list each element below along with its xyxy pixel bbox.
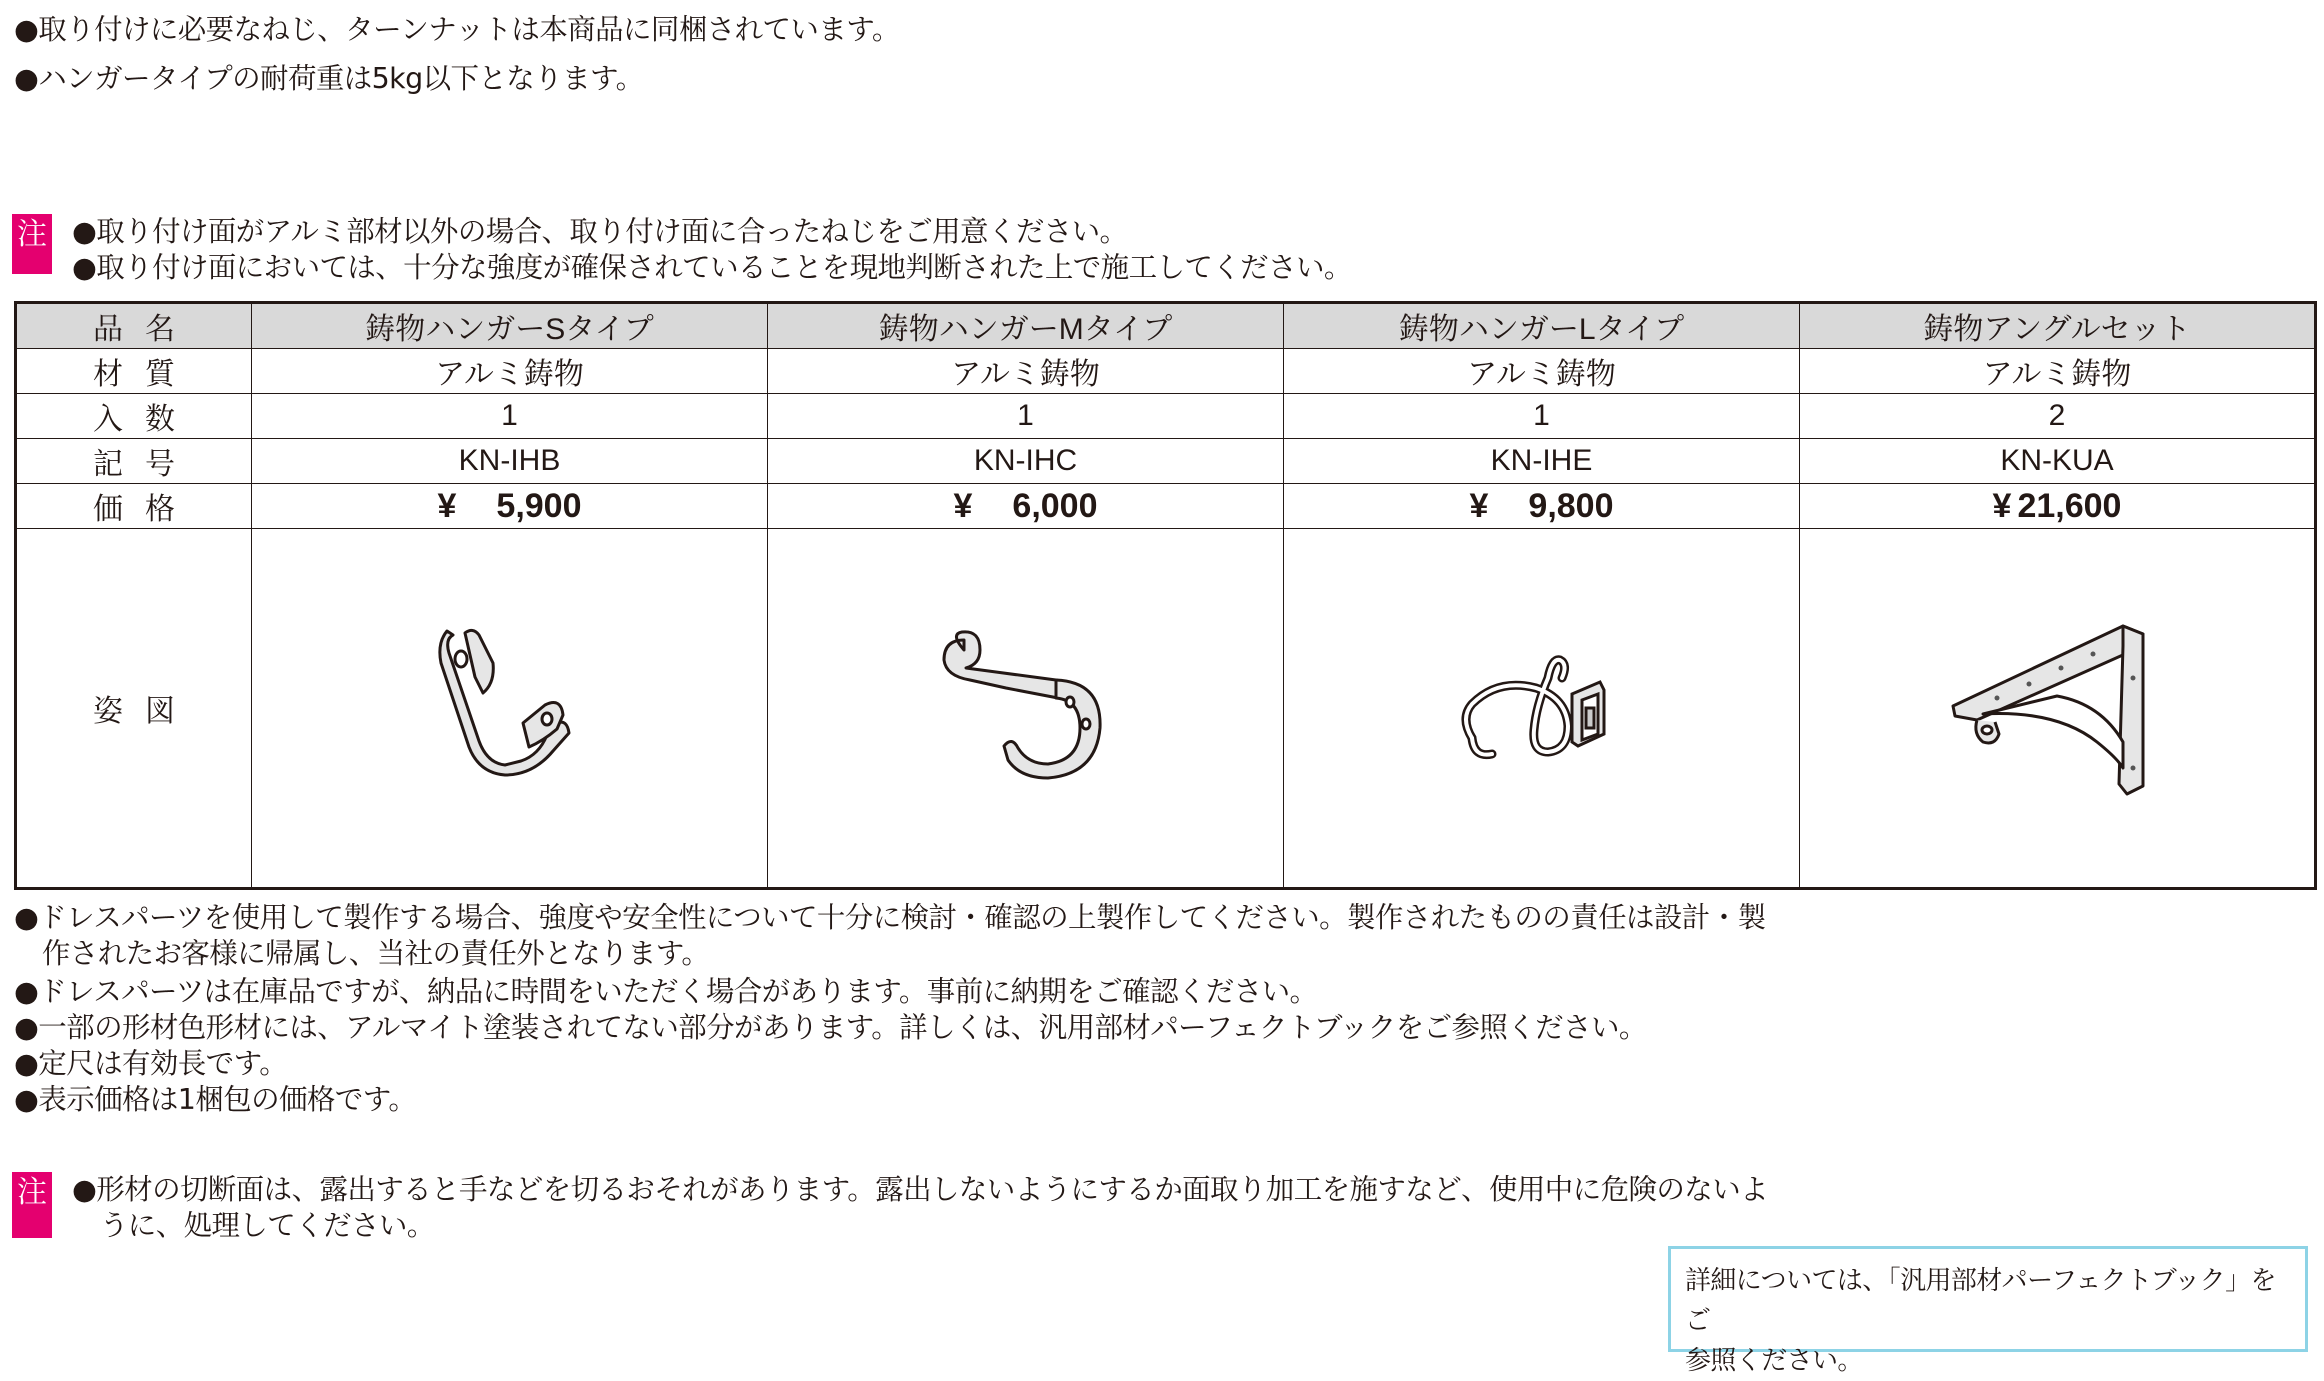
product-code: KN-KUA — [1800, 439, 2316, 484]
product-figure — [1800, 529, 2316, 889]
hanger-l-icon — [1452, 638, 1632, 778]
caution-badge: 注 — [12, 214, 52, 274]
row-label: 入数 — [16, 394, 252, 439]
product-qty: 1 — [768, 394, 1284, 439]
row-label: 姿図 — [16, 529, 252, 889]
product-figure — [768, 529, 1284, 889]
note-line: ●表示価格は1梱包の価格です。 — [14, 1083, 417, 1116]
price-value: 5,900 — [496, 486, 582, 525]
reference-text: 参照ください。 — [1685, 1346, 1863, 1376]
product-name: 鋳物ハンガーMタイプ — [768, 303, 1284, 349]
yen-symbol: ¥ — [953, 486, 973, 525]
row-label: 記号 — [16, 439, 252, 484]
product-material: アルミ鋳物 — [252, 349, 768, 394]
product-code: KN-IHE — [1284, 439, 1800, 484]
yen-symbol: ¥ — [1992, 486, 2012, 525]
note-line: ●ハンガータイプの耐荷重は5kg以下となります。 — [14, 62, 644, 95]
product-code: KN-IHB — [252, 439, 768, 484]
product-qty: 2 — [1800, 394, 2316, 439]
product-price — [768, 484, 1284, 529]
table-row-qty — [16, 394, 2316, 439]
hanger-m-icon — [936, 628, 1116, 788]
price-value: 21,600 — [2017, 486, 2122, 525]
product-material: アルミ鋳物 — [768, 349, 1284, 394]
caution-badge: 注 — [12, 1172, 52, 1238]
product-name: 鋳物ハンガーSタイプ — [252, 303, 768, 349]
price-value: 6,000 — [1012, 486, 1098, 525]
yen-symbol: ¥ — [437, 486, 457, 525]
product-qty: 1 — [252, 394, 768, 439]
product-price — [252, 484, 768, 529]
reference-box — [1668, 1246, 2308, 1376]
product-qty: 1 — [1284, 394, 1800, 439]
note-line: ●一部の形材色形材には、アルマイト塗装されてない部分があります。詳しくは、汎用部材パーフェクトブックをご参照ください。 — [14, 1011, 1647, 1044]
note-line: ●ドレスパーツを使用して製作する場合、強度や安全性について十分に検討・確認の上製作してください。製作されたものの責任は設計・製 — [14, 901, 1766, 934]
hanger-s-icon — [435, 623, 585, 793]
product-name: 鋳物アングルセット — [1800, 303, 2316, 349]
reference-text: 詳細については、「汎用部材パーフェクトブック」をご — [1685, 1266, 2276, 1336]
table-row-figure — [16, 529, 2316, 889]
caution-line: ●取り付け面がアルミ部材以外の場合、取り付け面に合ったねじをご用意ください。 — [72, 215, 1128, 248]
product-name: 鋳物ハンガーLタイプ — [1284, 303, 1800, 349]
product-code: KN-IHC — [768, 439, 1284, 484]
yen-symbol: ¥ — [1469, 486, 1489, 525]
note-line: ●取り付けに必要なねじ、ターンナットは本商品に同梱されています。 — [14, 13, 900, 46]
price-value: 9,800 — [1528, 486, 1614, 525]
spec-table — [14, 301, 2317, 890]
table-row-code — [16, 439, 2316, 484]
product-price — [1800, 484, 2316, 529]
caution-line: ●形材の切断面は、露出すると手などを切るおそれがあります。露出しないようにするか面取り加工を施すなど、使用中に危険のないよ — [72, 1173, 1768, 1206]
row-label: 価格 — [16, 484, 252, 529]
product-price — [1284, 484, 1800, 529]
product-figure — [252, 529, 768, 889]
product-material: アルミ鋳物 — [1284, 349, 1800, 394]
caution-line: ●取り付け面においては、十分な強度が確保されていることを現地判断された上で施工してください。 — [72, 251, 1352, 284]
row-label: 品名 — [16, 303, 252, 349]
note-line: ●ドレスパーツは在庫品ですが、納品に時間をいただく場合があります。事前に納期をご確認ください。 — [14, 975, 1318, 1008]
note-line: ●定尺は有効長です。 — [14, 1047, 288, 1080]
angle-set-icon — [1947, 618, 2167, 798]
caution-line: うに、処理してください。 — [72, 1209, 435, 1242]
row-label: 材質 — [16, 349, 252, 394]
product-material: アルミ鋳物 — [1800, 349, 2316, 394]
product-figure — [1284, 529, 1800, 889]
note-line: 作されたお客様に帰属し、当社の責任外となります。 — [14, 937, 710, 970]
table-row-price — [16, 484, 2316, 529]
table-row-material — [16, 349, 2316, 394]
table-row-name — [16, 303, 2316, 349]
